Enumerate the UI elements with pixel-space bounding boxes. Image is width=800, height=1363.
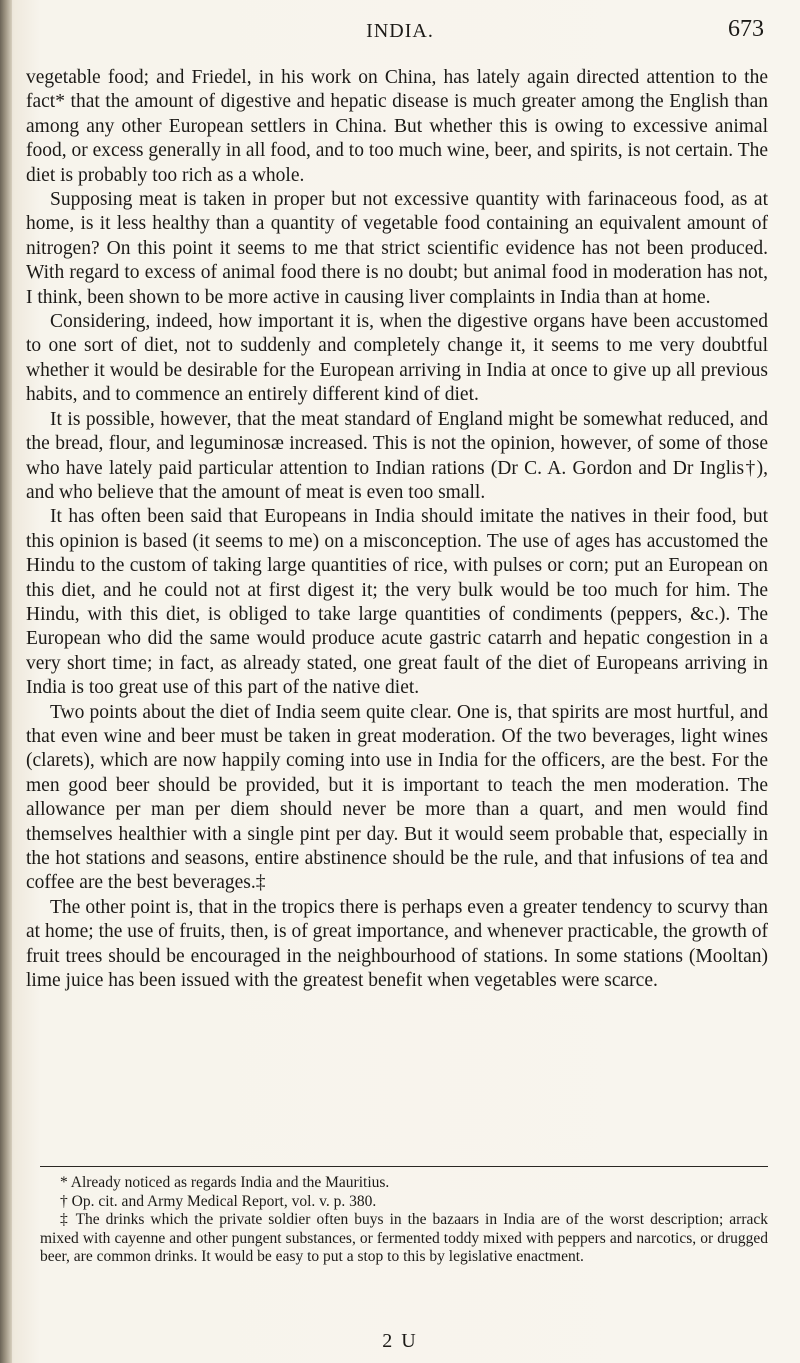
page-number: 673 [728, 16, 764, 42]
page-header [0, 14, 800, 44]
paragraph: The other point is, that in the tropics there is perhaps even a greater tendency to scurvy than at home; the use of fruits, then, is of great importance, and whenever practicable, the growth of fruit trees should be encouraged in the neighbourhood of stations. In some stations (Mooltan) lime juice has been issued with the greatest benefit when vegetables were scarce. [26, 896, 768, 992]
binding-gutter [0, 0, 12, 1363]
paragraph: It is possible, however, that the meat standard of England might be somewhat reduced, and the bread, flour, and leguminosæ increased. This is not the opinion, however, of some of those who have lately paid particular attention to Indian rations (Dr C. A. Gordon and Dr Inglis†), and who believe that the amount of meat is even too small. [26, 408, 768, 503]
body-text [26, 66, 768, 993]
running-head: INDIA. [366, 20, 434, 42]
footnote: † Op. cit. and Army Medical Report, vol. v. p. 380. [60, 1192, 377, 1210]
paragraph: It has often been said that Europeans in India should imitate the natives in their food, but this opinion is based (it seems to me) on a misconception. The use of ages has accustomed the Hindu to the custom of taking large quantities of rice, with pulses or corn; put an European on this diet, and he could not at first digest it; the very bulk would be too much for him. The Hindu, with this diet, is obliged to take large quantities of condiments (peppers, &c.). The European who did the same would produce acute gastric catarrh and hepatic congestion in a very short time; in fact, as already stated, one great fault of the diet of Europeans arriving in India is too great use of this part of the native diet. [26, 506, 768, 699]
paragraph: Considering, indeed, how important it is, when the digestive organs have been accustomed to one sort of diet, not to suddenly and completely change it, it seems to me very doubtful whether it would be desirable for the European arriving in India at once to give up all previous habits, and to commence an entirely different kind of diet. [26, 311, 768, 406]
footnote: * Already noticed as regards India and the Mauritius. [60, 1174, 390, 1191]
footnotes [40, 1174, 768, 1267]
signature-mark: 2 U [382, 1330, 418, 1352]
paragraph: Supposing meat is taken in proper but not excessive quantity with farinaceous food, as at home, is it less healthy than a quantity of vegetable food containing an equivalent amount of nitrogen? On this point it seems to me that strict scientific evidence has not been produced. With regard to excess of animal food there is no doubt; but animal food in moderation has not, I think, been shown to be more active in causing liver complaints in India than at home. [26, 189, 768, 308]
footnote: ‡ The drinks which the private soldier often buys in the bazaars in India are of the worst description; arrack mixed with cayenne and other pungent substances, or fermented toddy mixed with peppers and narcotics, or drugged beer, are common drinks. It would be easy to put a stop to this by legislative enactment. [40, 1211, 768, 1265]
footnote-rule [40, 1166, 768, 1167]
paragraph: vegetable food; and Friedel, in his work on China, has lately again directed attention to the fact* that the amount of digestive and hepatic disease is much greater among the English than among any other European settlers in China. But whether this is owing to excessive animal food, or excess generally in all food, and to too much wine, beer, and spirits, is not certain. The diet is probably too rich as a whole. [26, 67, 768, 186]
paragraph: Two points about the diet of India seem quite clear. One is, that spirits are most hurtful, and that even wine and beer must be taken in great moderation. Of the two beverages, light wines (clarets), which are now happily coming into use in India for the officers, are the best. For the men good beer should be provided, but it is important to teach the men moderation. The allowance per man per diem should never be more than a quart, and men would find themselves healthier with a single pint per day. But it would seem probable that, especially in the hot stations and seasons, entire abstinence should be the rule, and that infusions of tea and coffee are the best beverages.‡ [26, 701, 768, 894]
